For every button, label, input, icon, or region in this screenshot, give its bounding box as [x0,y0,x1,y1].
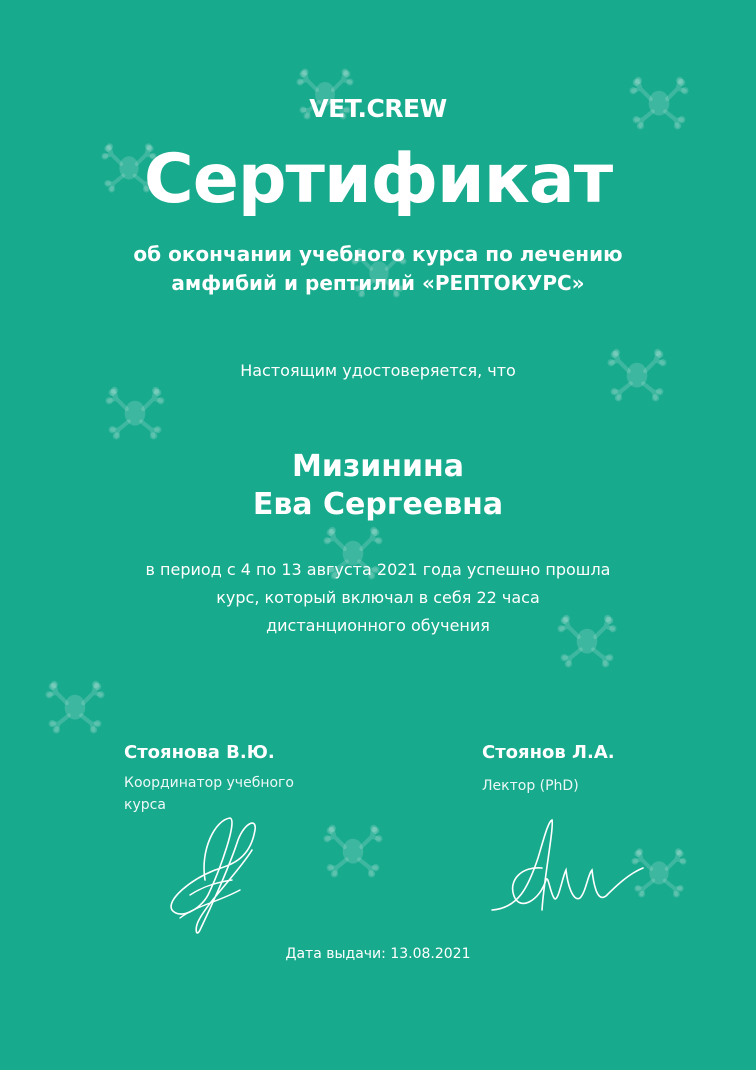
period-line: в период с 4 по 13 августа 2021 года успешно прошла [145,560,611,579]
signature-right [488,818,648,918]
certificate-title: Сертификат [143,140,613,219]
period-line: курс, который включал в себя 22 часа [216,588,540,607]
course-period-text [100,556,656,640]
signatory-name: Стоянова В.Ю. [124,742,275,763]
signatory-role [482,775,579,797]
subtitle-line: об окончании учебного курса по лечению [133,242,623,266]
subtitle-line: амфибий и рептилий «РЕПТОКУРС» [171,271,585,295]
signature-left [160,810,270,940]
issue-date: Дата выдачи: 13.08.2021 [285,946,471,962]
recipient-name [0,448,756,524]
brand-logo: VET.CREW [309,94,447,123]
role-line: Координатор учебного [124,775,294,791]
recipient-given-names: Ева Сергеевна [252,487,504,522]
frog-icon [322,816,384,878]
certificate-subtitle [0,240,756,298]
role-line: Лектор (PhD) [482,778,579,794]
frog-icon [104,378,166,440]
role-line: курса [124,797,166,813]
signatory-name: Стоянов Л.А. [482,742,615,763]
frog-icon [44,672,106,734]
recipient-surname: Мизинина [291,449,465,484]
period-line: дистанционного обучения [266,616,490,635]
intro-text: Настоящим удостоверяется, что [240,361,516,380]
